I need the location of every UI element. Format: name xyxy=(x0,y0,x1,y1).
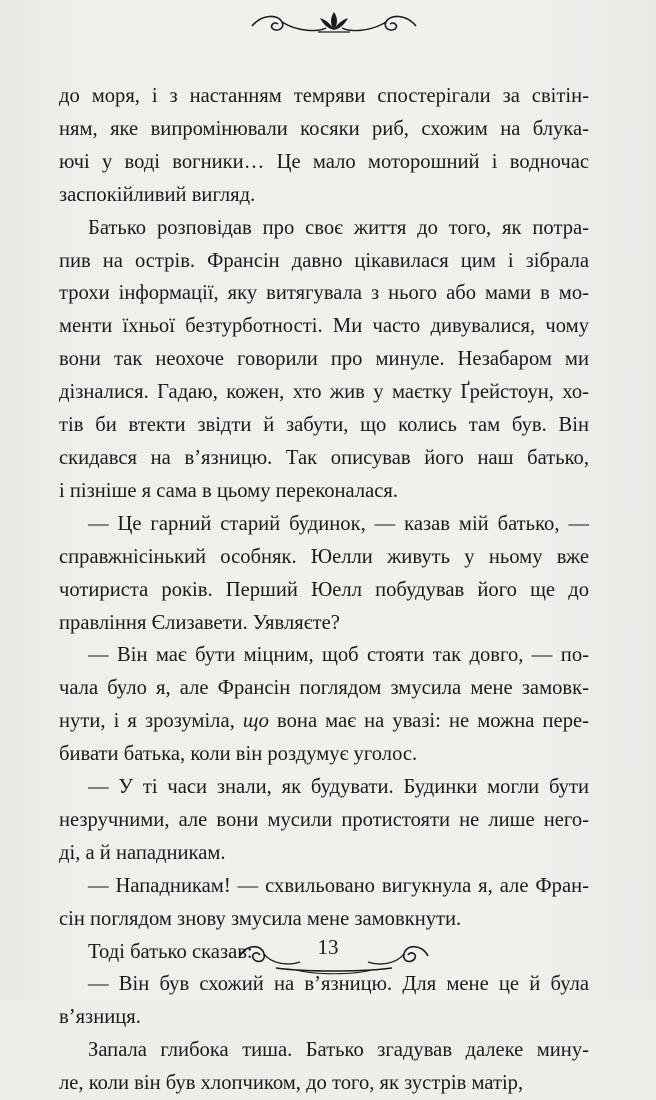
text-line: — У ті часи знали, як будувати. Будинки могли бути xyxy=(88,776,589,799)
text-line: Батько розповідав про своє життя до того, як потра- xyxy=(88,216,589,239)
text-line: тів би втекти звідти й забути, що колись там був. Він xyxy=(59,414,589,437)
text-line: вони так неохоче говорили про минуле. Незабаром ми xyxy=(59,348,589,371)
text-line: — Нападникам! — схвильовано вигукнула я, але Фран- xyxy=(88,874,589,897)
text-line: справжнісінький особняк. Юелли живуть у ньому вже xyxy=(59,545,589,568)
text-line: ням, яке випромінювали косяки риб, схожим на блука- xyxy=(59,117,589,140)
text-line: ле, коли він був хлопчиком, до того, як зустрів матір, xyxy=(59,1072,524,1095)
top-ornament-icon xyxy=(248,8,420,38)
text-line-with-italic xyxy=(59,705,589,738)
text-line: ді, а й нападникам. xyxy=(59,841,226,864)
text-line: пив на острів. Франсін давно цікавилася цим і зібрала xyxy=(59,249,589,272)
text-line: незручними, але вони мусили протистояти не лише него- xyxy=(59,808,589,831)
text-line: чала було я, але Франсін поглядом змусила мене замовк- xyxy=(59,677,589,700)
page-number: 13 xyxy=(317,935,339,959)
text-line: — Він був схожий на в’язницю. Для мене це й була xyxy=(88,973,589,996)
text-line: до моря, і з настанням темряви спостерігали за світін- xyxy=(59,85,589,107)
text-line: дізналися. Гадаю, кожен, хто жив у маєтку Ґрейстоун, хо- xyxy=(59,381,589,404)
text-line: чотириста років. Перший Юелл побудував його ще до xyxy=(59,578,589,601)
text-line: — Він має бути міцним, щоб стояти так довго, — по- xyxy=(88,644,589,667)
text-line: Тоді батько сказав: xyxy=(88,940,253,963)
text-line: і пізніше я сама в цьому переконалася. xyxy=(59,479,399,502)
text-segment: вона має на увазі: не можна пере- xyxy=(268,710,589,733)
text-line: бивати батька, коли він роздумує уголос. xyxy=(59,743,418,766)
text-line: правління Єлизавети. Уявляєте? xyxy=(59,611,340,634)
text-line: ючі у воді вогники… Це мало моторошний і водночас xyxy=(59,150,589,173)
text-line: менти їхньої безтурботності. Ми часто дивувалися, чому xyxy=(59,315,589,338)
text-line: — Це гарний старий будинок, — казав мій батько, — xyxy=(88,512,589,535)
text-line: Запала глибока тиша. Батько згадував далеке мину- xyxy=(88,1039,589,1062)
text-line: скидався на в’язницю. Так описував його наш батько, xyxy=(59,446,589,469)
text-line: трохи інформації, яку витягувала з нього або мами в мо- xyxy=(59,282,589,305)
text-line: в’язниця. xyxy=(59,1006,141,1029)
text-line: заспокійливий вигляд. xyxy=(59,183,256,206)
text-line: сін поглядом знову змусила мене замовкнути. xyxy=(59,907,462,930)
italic-word: що xyxy=(242,710,269,733)
text-segment: нути, і я зрозуміла, xyxy=(59,710,243,733)
